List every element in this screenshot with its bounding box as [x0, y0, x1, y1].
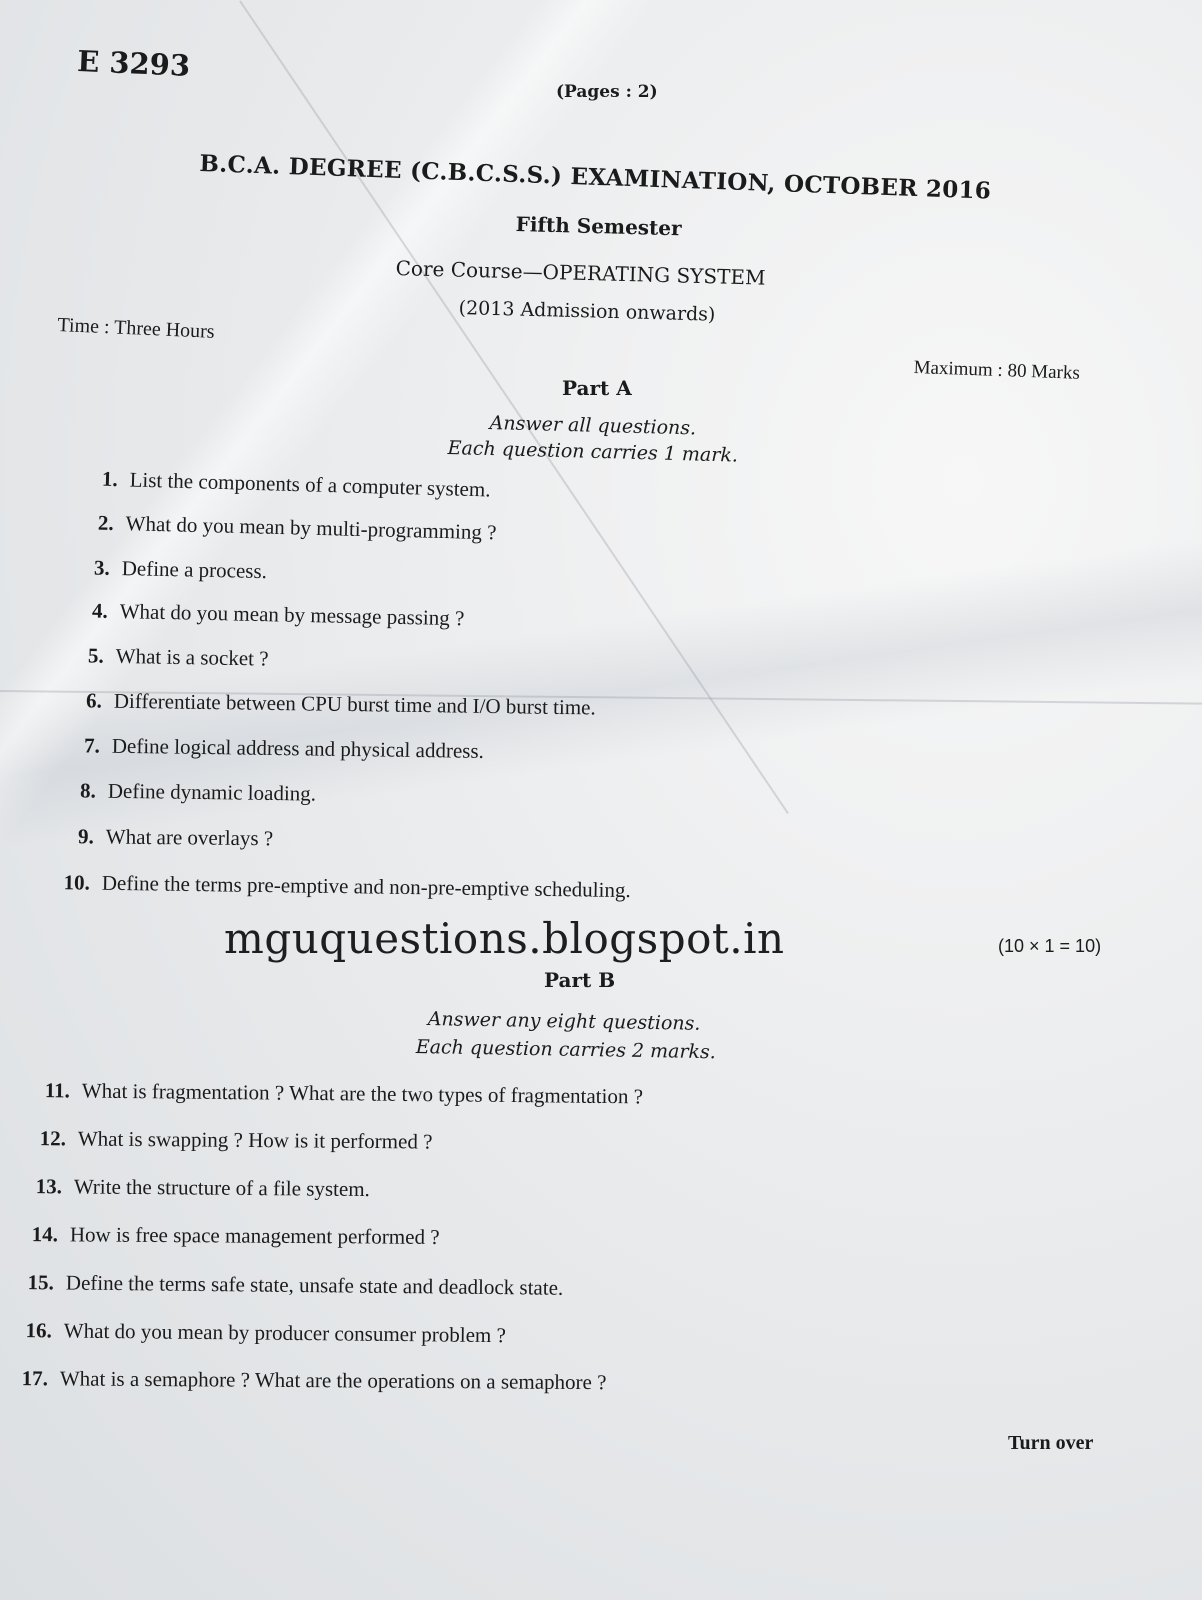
question-number: 3.	[93, 555, 110, 580]
question-number: 14.	[31, 1222, 58, 1247]
question-number: 4.	[91, 598, 108, 623]
question-item	[22, 1174, 370, 1202]
question-text: Define a process.	[121, 556, 268, 584]
part-b-instruction: Answer any eight questions.	[427, 1008, 701, 1035]
watermark: mguquestions.blogspot.in	[224, 914, 785, 963]
question-text: What is fragmentation ? What are the two types of fragmentation ?	[81, 1078, 644, 1109]
maximum-marks: Maximum : 80 Marks	[913, 357, 1081, 384]
part-a-marks-summary: (10 × 1 = 10)	[998, 936, 1102, 956]
exam-title: B.C.A. DEGREE (C.B.C.S.S.) EXAMINATION, OCTOBER 2016	[199, 150, 992, 205]
question-item	[30, 1078, 643, 1109]
question-number: 8.	[79, 778, 96, 803]
turn-over-note: Turn over	[1008, 1432, 1094, 1454]
part-a-instruction: Answer all questions.	[489, 412, 697, 440]
question-text: Define the terms safe state, unsafe state and deadlock state.	[65, 1270, 564, 1300]
question-number: 12.	[39, 1126, 66, 1151]
question-item	[12, 1318, 506, 1348]
question-text: What do you mean by producer consumer problem ?	[63, 1318, 507, 1348]
question-number: 6.	[85, 688, 102, 713]
question-number: 5.	[87, 643, 104, 668]
exam-duration: Time : Three Hours	[57, 314, 216, 343]
question-number: 10.	[63, 870, 90, 895]
question-text: What is a socket ?	[115, 643, 269, 671]
part-b-instruction: Each question carries 2 marks.	[415, 1036, 717, 1064]
question-text: Write the structure of a file system.	[73, 1174, 370, 1202]
question-text: What are overlays ?	[105, 824, 274, 851]
question-item	[18, 1222, 440, 1250]
question-text: What do you mean by multi-programming ?	[125, 511, 497, 545]
question-item	[14, 1270, 564, 1301]
part-a-instruction: Each question carries 1 mark.	[447, 437, 739, 467]
question-text: Differentiate between CPU burst time and I/O burst time.	[113, 688, 596, 720]
question-number: 17.	[21, 1366, 48, 1391]
course-name: Core Course—OPERATING SYSTEM	[395, 256, 766, 290]
question-item	[8, 1366, 607, 1395]
question-text: Define dynamic loading.	[107, 778, 317, 806]
question-number: 7.	[83, 733, 100, 758]
admission-year: (2013 Admission onwards)	[458, 297, 716, 326]
question-item	[26, 1126, 433, 1155]
semester: Fifth Semester	[515, 212, 682, 241]
question-text: What is a semaphore ? What are the operations on a semaphore ?	[59, 1366, 607, 1395]
question-number: 2.	[97, 510, 114, 535]
question-number: 11.	[44, 1078, 70, 1103]
question-text: Define logical address and physical address.	[111, 733, 485, 763]
page-count: (Pages : 2)	[556, 82, 658, 102]
question-number: 1.	[101, 466, 118, 492]
question-text: What do you mean by message passing ?	[119, 599, 465, 631]
part-b-title: Part B	[544, 968, 616, 992]
question-number: 13.	[35, 1174, 62, 1199]
part-a-title: Part A	[562, 376, 632, 400]
question-number: 9.	[77, 824, 94, 849]
question-text: Define the terms pre-emptive and non-pre-emptive scheduling.	[101, 870, 631, 903]
question-number: 16.	[25, 1318, 52, 1343]
question-text: How is free space management performed ?	[69, 1222, 440, 1249]
exam-code: E 3293	[76, 44, 191, 83]
question-number: 15.	[27, 1270, 54, 1295]
question-text: List the components of a computer system.	[129, 467, 491, 502]
question-text: What is swapping ? How is it performed ?	[77, 1126, 433, 1154]
